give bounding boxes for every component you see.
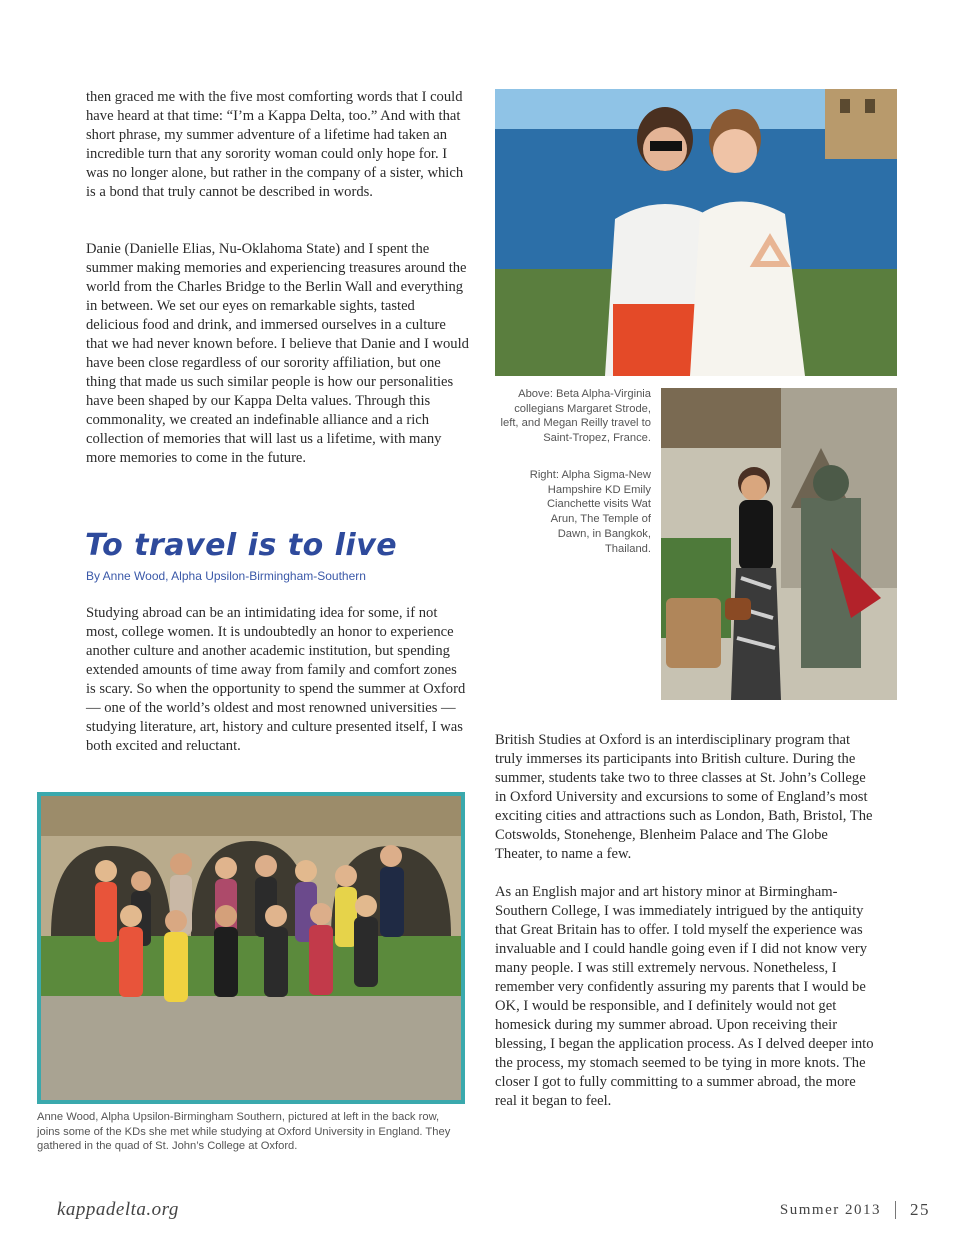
paragraph-1: then graced me with the five most comforting words that I could have heard at that time: “I’m a Kappa Delta, too.” And with that short phrase, my summer adventure of a lifetime had taken an incredible turn that any sorority woman could only hope for. I was no longer alone, but rather in the company of a sister, which is a bond that truly cannot be described in words. — [86, 89, 464, 200]
footer-issue — [780, 1200, 930, 1220]
article-byline: By Anne Wood, Alpha Upsilon-Birmingham-Southern — [86, 569, 366, 583]
caption-right: Right: Alpha Sigma-New Hampshire KD Emily Cianchette visits Wat Arun, The Temple of Dawn, in Bangkok, Thailand. — [529, 469, 651, 555]
paragraph-4: British Studies at Oxford is an interdisciplinary program that truly immerses its participants into British culture. During the summer, students take two to three classes at St. John’s College in Oxford University and excursions to some of England’s most exciting cities and attractions such as London, Bath, Bristol, The Cotswolds, Stonehenge, Blenheim Palace and The Globe Theater, to name a few. — [495, 732, 873, 862]
paragraph-5: As an English major and art history minor at Birmingham-Southern College, I was immediately intrigued by the antiquity that Great Britain has to offer. I told myself the experience was invaluable and I could handle going even if I did not know very many people. I was still extremely nervous. Nonetheless, I remember very confidently assuring my parents that I would be OK, I would be responsible, and I definitely would not get homesick during my summer abroad. Upon receiving their blessing, I began the application process. As I delved deeper into the process, my stomach seemed to be tying in more knots. The closer I got to fully committing to a summer abroad, the more real it began to feel. — [495, 884, 874, 1109]
footer-issue-label: Summer 2013 — [779, 1201, 881, 1218]
paragraph-2: Danie (Danielle Elias, Nu-Oklahoma State) and I spent the summer making memories and experiencing treasures around the world from the Charles Bridge to the Berlin Wall and everything in between. We set our eyes on remarkable sights, tasted delicious food and drink, and immersed ourselves in a culture that we had never known before. I believe that Danie and I would have been close regardless of our sorority affiliation, but one thing that made us such similar people is how our personalities have been shaped by our Kappa Delta values. Through this commonality, we created an indefinable alliance and a rich collection of memories that will last us a lifetime, with many more memories to come in the future. — [86, 241, 469, 466]
footer-site-link[interactable]: kappadelta.org — [57, 1199, 179, 1220]
footer-divider — [895, 1201, 896, 1219]
wat-arun-photo — [661, 388, 897, 700]
saint-tropez-photo — [495, 89, 897, 376]
page-number: 25 — [910, 1200, 930, 1219]
group-photo-oxford — [37, 792, 465, 1104]
article-heading: To travel is to live — [85, 528, 398, 563]
paragraph-3: Studying abroad can be an intimidating idea for some, if not most, college women. It is undoubtedly an honor to experience another culture and another academic institution, but spending extended amounts of time away from family and comfort zones is scary. So when the opportunity to spend the summer at Oxford — one of the world’s oldest and most renowned universities — studying literature, art, history and culture presented itself, I was both excited and reluctant. — [86, 605, 466, 754]
group-photo-caption: Anne Wood, Alpha Upsilon-Birmingham Southern, pictured at left in the back row, joins some of the KDs she met while studying at Oxford University in England. They gathered in the quad of St. John’s College at Oxford. — [37, 1111, 451, 1153]
caption-above: Above: Beta Alpha-Virginia collegians Margaret Strode, left, and Megan Reilly travel to Saint-Tropez, France. — [500, 388, 651, 445]
